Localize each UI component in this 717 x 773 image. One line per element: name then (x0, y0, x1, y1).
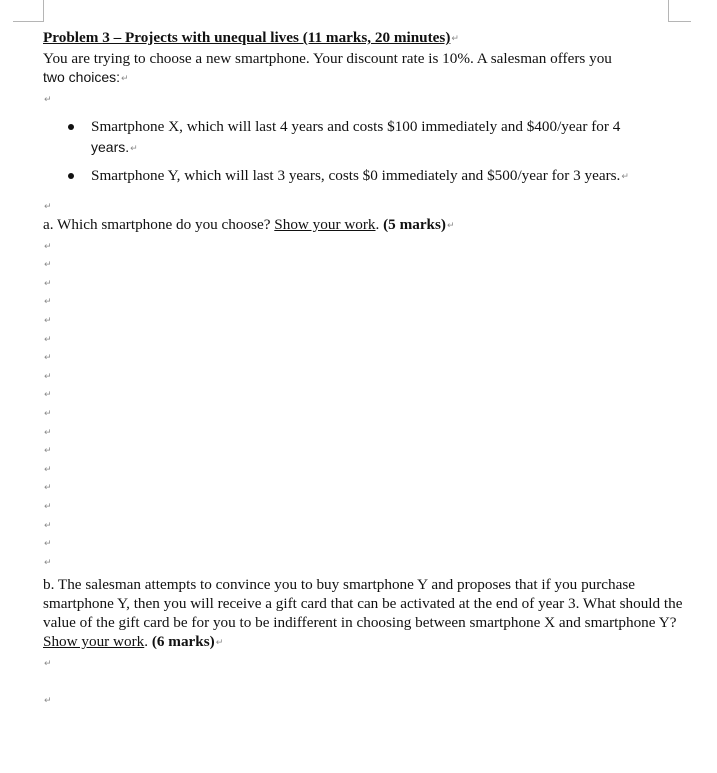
paragraph-mark-icon: ↵ (44, 427, 52, 438)
paragraph-mark-icon: ↵ (44, 241, 52, 252)
paragraph-mark-icon: ↵ (44, 446, 52, 457)
intro-line-2: two choices:↵ (43, 69, 129, 85)
marks-b: (6 marks) (151, 633, 215, 651)
paragraph-mark-icon: ↵ (44, 260, 52, 271)
list-item: Smartphone X, which will last 4 years and costs $100 immediately and $400/year for 4 years.↵ (43, 116, 683, 161)
empty-paragraph (43, 552, 683, 571)
empty-paragraph (43, 366, 683, 385)
intro-line-1: You are trying to choose a new smartphone. Your discount rate is 10%. A salesman offers you (43, 50, 612, 67)
empty-paragraph (43, 459, 683, 478)
paragraph-mark-icon: ↵ (44, 297, 52, 308)
paragraph-mark-icon: ↵ (44, 390, 52, 401)
paragraph-mark-icon: ↵ (215, 638, 224, 649)
paragraph-mark-icon: ↵ (44, 520, 52, 531)
empty-paragraph (43, 384, 683, 403)
paragraph-mark-icon: ↵ (44, 202, 52, 213)
paragraph-mark-icon: ↵ (44, 695, 52, 706)
paragraph-mark-icon: ↵ (44, 539, 52, 550)
empty-paragraph (43, 690, 683, 709)
empty-paragraph (43, 89, 683, 108)
paragraph-mark-icon: ↵ (44, 95, 52, 105)
crop-mark-top-left (13, 0, 44, 22)
paragraph-mark-icon: ↵ (121, 74, 129, 84)
options-list (43, 116, 683, 189)
paragraph-mark-icon: ↵ (44, 502, 52, 512)
empty-paragraph (43, 254, 683, 273)
option-x-text: Smartphone X, which will last 4 years and costs $100 immediately and $400/year for 4 (91, 117, 621, 135)
show-work-b: Show your work (43, 633, 145, 651)
empty-paragraph (43, 310, 683, 329)
empty-paragraph (43, 196, 683, 215)
paragraph-mark-icon: ↵ (621, 171, 629, 182)
paragraph-mark-icon: ↵ (44, 278, 52, 289)
paragraph-mark-icon: ↵ (44, 334, 52, 345)
question-a: a. Which smartphone do you choose? Show your work. (5 marks)↵ (43, 215, 455, 233)
paragraph-mark-icon: ↵ (44, 353, 52, 364)
empty-paragraph (43, 291, 683, 310)
paragraph-mark-icon: ↵ (44, 483, 52, 494)
list-item (43, 165, 683, 189)
bullet-icon (68, 173, 74, 179)
empty-paragraph (43, 273, 683, 292)
empty-paragraph (43, 422, 683, 441)
show-work-a: Show your work (274, 215, 376, 233)
empty-paragraph (43, 533, 683, 552)
question-b: b. The salesman attempts to convince you to buy smartphone Y and proposes that if you purchase smartphone Y, then you will receive a gift card that can be activated at the end of year 3. What should the value of the gift card be for you to be indifferent in choosing between smartphone X and smartphone Y? Show your work. (6 marks)↵ (43, 576, 683, 651)
empty-paragraph (43, 653, 683, 672)
empty-paragraph (43, 515, 683, 534)
empty-paragraph (43, 347, 683, 366)
paragraph-mark-icon: ↵ (44, 409, 52, 420)
answer-space-a (43, 236, 683, 571)
document-page (43, 28, 683, 709)
paragraph-mark-icon: ↵ (44, 659, 52, 670)
bullet-icon (68, 124, 74, 130)
empty-paragraph (43, 403, 683, 422)
empty-paragraph (43, 440, 683, 459)
paragraph-mark-icon: ↵ (44, 464, 52, 475)
problem-title: Problem 3 – Projects with unequal lives (11 marks, 20 minutes) (43, 29, 451, 46)
paragraph-mark-icon: ↵ (44, 316, 52, 327)
paragraph-mark-icon: ↵ (44, 557, 52, 568)
empty-paragraph (43, 236, 683, 255)
crop-mark-top-right (668, 0, 691, 22)
empty-paragraph (43, 496, 683, 515)
option-y-text: Smartphone Y, which will last 3 years, costs $0 immediately and $500/year for 3 years. (91, 166, 621, 184)
empty-paragraph (43, 329, 683, 348)
paragraph-mark-icon: ↵ (44, 371, 52, 382)
empty-paragraph (43, 477, 683, 496)
paragraph-mark-icon: ↵ (446, 220, 455, 231)
problem-title-line (43, 28, 683, 49)
marks-a: (5 marks) (383, 215, 446, 233)
paragraph-mark-icon: ↵ (130, 144, 138, 155)
paragraph-mark-icon: ↵ (451, 34, 459, 44)
